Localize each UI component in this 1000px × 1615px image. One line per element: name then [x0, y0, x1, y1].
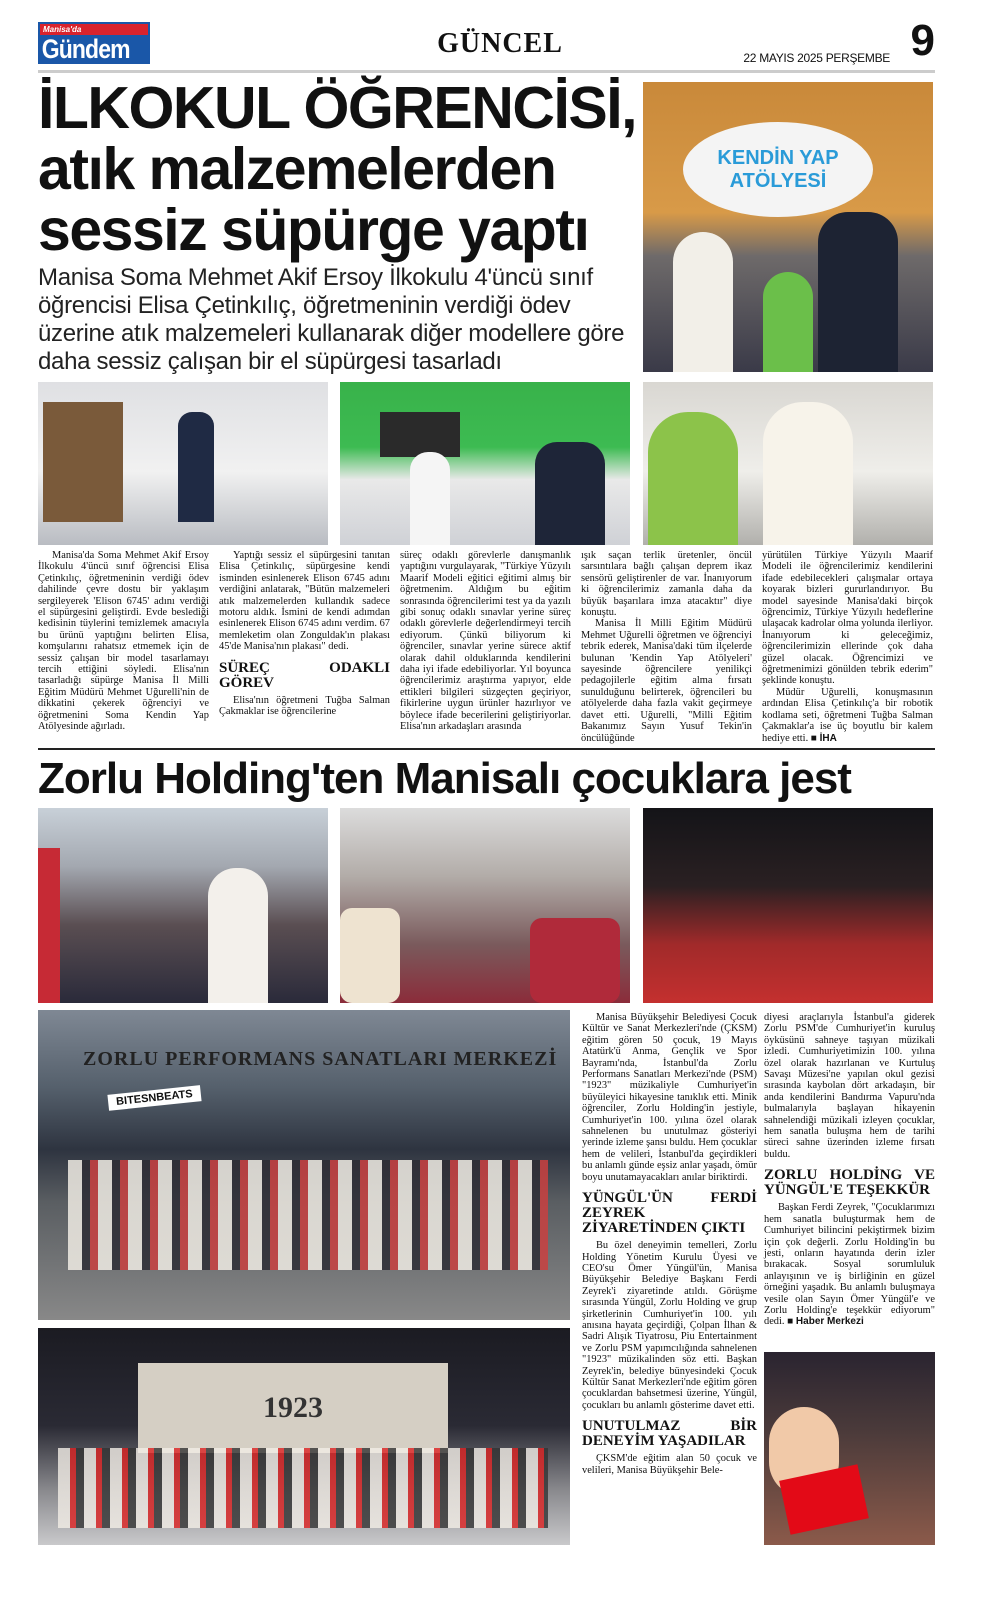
photo-bus-2	[340, 808, 630, 1003]
photo-1923-poster-group	[38, 1328, 570, 1545]
subheading: YÜNGÜL'ÜN FERDİ ZEYREK ZİYARETİNDEN ÇIKTI	[582, 1190, 757, 1237]
paragraph: Manisa İl Milli Eğitim Müdürü Mehmet Uğurelli öğretmen ve öğrenciyi tebrik ederek, Manisa'daki tüm ilçelerde bulunan 'Kendin Yap Atölyeleri' sayesinde öğrencilere yenilikçi pedagojilerle eğitim alma fırsatı sunulduğunu belirterek, öğrencileri bu atölyelerde daha fazla vakit geçirmeye davet etti. Uğurelli, "Milli Eğitim Bakanımız Sayın Yusuf Tekin'in öncülüğünde	[581, 618, 752, 744]
article1-column-5	[762, 550, 933, 745]
article1-column-2	[219, 550, 390, 745]
news-source: ■ Haber Merkezi	[787, 1316, 864, 1328]
paragraph: süreç odaklı görevlerle danışmanlık yaptığını vurgulayarak, "Türkiye Yüzyılı Maarif Modeli eğitici eğitimi almış bir öğretmenim. Aldığım bu eğitim sonrasında öğrencilerimi test ya da yazılı gibi sonuç odaklı sınavlar yerine süreç odaklı görevlerle değerlendirmeyi tercih ediyorum. Çünkü biliyorum ki öğrenciler, sınavlar yerine sürece aktif olarak dahil olduklarında kendilerini daha iyi ifade edebiliyorlar. Yıl boyunca öğrencilerimiz araştırma yapıyor, elde ettikleri bilgileri süzgeçten geçiriyor, fikirlerine uygun ürünler hazırlıyor ve böylece ifade becerilerini geliştiriyorlar. Elisa'nın arkadaşları arasında	[400, 550, 571, 733]
section-title: GÜNCEL	[437, 28, 563, 59]
paragraph: yürütülen Türkiye Yüzyılı Maarif Modeli ile öğrencilerimiz kendilerini ifade edebilecekleri çalışmalar ortaya koyarak bizleri gururlandırıyor. Bu model sayesinde Manisa'daki birçok öğrencimiz, Türkiye Yüzyılı hedeflerine ulaşacak kadrolar olma yolunda ilerliyor. İnanıyorum ki geleceğimiz, öğrencilerimizin ellerinde çok daha güzel olacak. Öğrencimizi ve öğretmenimizi gönülden tebrik ederim" şeklinde konuştu.	[762, 550, 933, 687]
building-sign: ZORLU PERFORMANS SANATLARI MERKEZİ	[83, 1048, 558, 1070]
article1-column-1	[38, 550, 209, 745]
musical-poster: 1923	[138, 1363, 448, 1453]
article1-headline: İLKOKUL ÖĞRENCİSİ, atık malzemelerden sessiz süpürge yaptı	[38, 75, 637, 263]
page-number: 9	[910, 16, 935, 65]
article2-column-2	[764, 1012, 935, 1328]
article1-column-4	[581, 550, 752, 745]
photo-classroom-1	[38, 382, 328, 545]
banner-sign: BITESNBEATS	[107, 1085, 201, 1111]
paragraph: diyesi araçlarıyla İstanbul'a giderek Zorlu PSM'de Cumhuriyet'in kuruluş öyküsünü sahneye taşıyan müzikali izledi. Cumhuriyetimizin 100. yılına özel olarak hazırlanan ve Kurtuluş Savaşı Müzesi'ne yapılan okul gezisi sırasında kaybolan dört arkadaşın, bir anda kendilerini Bandırma Vapuru'nda bulmalarıyla başlayan hikayenin sahnelendiği müzikali izleyen çocuklar, hem sanatla buluşma hem de tarihi süreci sahne üzerinden izleme fırsatı buldu.	[764, 1012, 935, 1160]
subheading: SÜREÇ ODAKLI GÖREV	[219, 659, 390, 691]
photo-theater	[643, 808, 933, 1003]
paragraph: Yaptığı sessiz el süpürgesini tanıtan Elisa Çetinkılıç, süpürgesine kendi isminden esinlenerek Elison 6745 adını verdiğini anlatarak, "Bütün malzemeleri atık malzemelerden kullandık sadece motoru aldık. İsmini de kendi adımdan esinlenerek Elison 6745 adını verdim. 67 memleketim olan Zonguldak'ın plakası 45'de Manisa'nın plakası" dedi.	[219, 550, 390, 653]
photo-zorlu-psm-group	[38, 1010, 570, 1320]
subheading: ZORLU HOLDİNG VE YÜNGÜL'E TEŞEKKÜR	[764, 1167, 935, 1199]
news-source: ■ İHA	[810, 732, 837, 744]
paragraph: ışık saçan terlik üretenler, öncül sarsıntılara bağlı çalışan deprem ikaz sensörü geliştirenler de var. İnanıyorum ki öğrencilerimiz zamanla daha da büyük başarılara imza atacaktır" diye konuştu.	[581, 550, 752, 619]
photo-classroom-2	[340, 382, 630, 545]
newspaper-logo: Manisa'da Gündem	[38, 22, 150, 64]
paragraph: ÇKSM'de eğitim alan 50 çocuk ve velileri, Manisa Büyükşehir Bele-	[582, 1453, 757, 1476]
article2-column-1	[582, 1012, 757, 1476]
subheading: UNUTULMAZ BİR DENEYİM YAŞADILAR	[582, 1418, 757, 1450]
article1-subheadline: Manisa Soma Mehmet Akif Ersoy İlkokulu 4'üncü sınıf öğrencisi Elisa Çetinkılıç, öğretmeninin verdiği ödev üzerine atık malzemeleri kullanarak diğer modellere göre daha sessiz çalışan bir el süpürgesi tasarladı	[38, 264, 625, 375]
workshop-sign: KENDİN YAP ATÖLYESİ	[683, 122, 873, 217]
photo-girl-flag	[764, 1352, 935, 1545]
article1-column-3	[400, 550, 571, 745]
paragraph: Müdür Uğurelli, konuşmasının ardından Elisa Çetinkılıç'a bir robotik kodlama seti, öğretmeni Tuğba Salman Çakmaklar'a ise üç boyutlu bir kalem hediye etti.	[762, 686, 933, 744]
paragraph: Manisa'da Soma Mehmet Akif Ersoy İlkokulu 4'üncü sınıf öğrencisi Elisa Çetinkılıç, öğretmeninin verdiği ödev dahilinde çevre dostu bir yaklaşım sergileyerek 'Elison 6745' adını verdiği el süpürgesini geliştirdi. Evde beslediği kedisinin tüylerini temizlemek amacıyla bu ürünü yaptığını belirten Elisa, komşularını rahatsız etmemek için de sessiz çalışan bir model tasarlamayı tercih ettiğini söyledi. Elisa'nın tasarladığı süpürge Manisa İl Milli Eğitim Müdürü Mehmet Uğurelli'nin de dikkatini çekerek öğrenciyi ve öğretmenini Soma Kendin Yap Atölyesinde ağırladı.	[38, 550, 209, 733]
article-divider	[38, 748, 935, 750]
article1-body	[38, 550, 935, 745]
paragraph: Manisa Büyükşehir Belediyesi Çocuk Kültür ve Sanat Merkezleri'nde (ÇKSM) eğitim gören 50 çocuk, 19 Mayıs Atatürk'ü Anma, Gençlik ve Spor Bayramı'nda, İstanbul'da Zorlu Performans Sanatları Merkezi'nde (PSM) "1923" müzikaliyle Cumhuriyet'in büyüleyici hikayesine tanıklık etti. Minik öğrenciler, Zorlu Holding'in jestiyle, Cumhuriyet'in 100. yılına özel olarak sahnelenen bu unutulmaz gösteriyi yerinde izleme şansı buldu. Hem çocuklar hem de velileri, İstanbul'da geçirdikleri bu anlamlı günde eşsiz anlar yaşadı, ömür boyu unutamayacakları anılar biriktirdi.	[582, 1012, 757, 1183]
paragraph: Elisa'nın öğretmeni Tuğba Salman Çakmaklar ise öğrencilerine	[219, 694, 390, 718]
photo-kendin-yap-atolyesi	[643, 82, 933, 372]
issue-date: 22 MAYIS 2025 PERŞEMBE	[743, 51, 890, 65]
paragraph: Bu özel deneyimin temelleri, Zorlu Holding Yönetim Kurulu Üyesi ve CEO'su Ömer Yüngül'ün, Manisa Büyükşehir Belediye Başkanı Ferdi Zeyrek'i ziyaretinde atıldı. Görüşme sırasında Yüngül, Zorlu Holding ve grup şirketlerinin Cumhuriyet'in 100. yılı anısına hayata geçirdiği, Çolpan İlhan & Sadri Alışık Tiyatrosu, Piu Entertainment ve Zorlu PSM yapımcılığında sahnelenen "1923" müzikalinden söz etti. Başkan Zeyrek'in, belediye bünyesindeki Çocuk Kültür Sanat Merkezleri'nde eğitim gören çocuklardan bahsetmesi üzerine, Yüngül, çocukları bu anlamlı gösterime davet etti.	[582, 1240, 757, 1411]
photo-classroom-3	[643, 382, 933, 545]
article2-headline: Zorlu Holding'ten Manisalı çocuklara jest	[38, 754, 851, 803]
photo-bus-1	[38, 808, 328, 1003]
header-rule	[38, 70, 935, 73]
paragraph: Başkan Ferdi Zeyrek, "Çocuklarımızı hem sanatla buluşturmak hem de Cumhuriyet bilincini pekiştirmek bizim için çok değerli. Zorlu Holding'in bu jesti, onların hayatında derin izler bırakacak. Sosyal sorumluluk anlayışının ve iş birliğinin en güzel örneğini yaşadık. Bu anlamlı buluşmaya vesile olan Sayın Ömer Yüngül'e ve Zorlu Holding'e teşekkür ediyorum" dedi.	[764, 1202, 935, 1328]
